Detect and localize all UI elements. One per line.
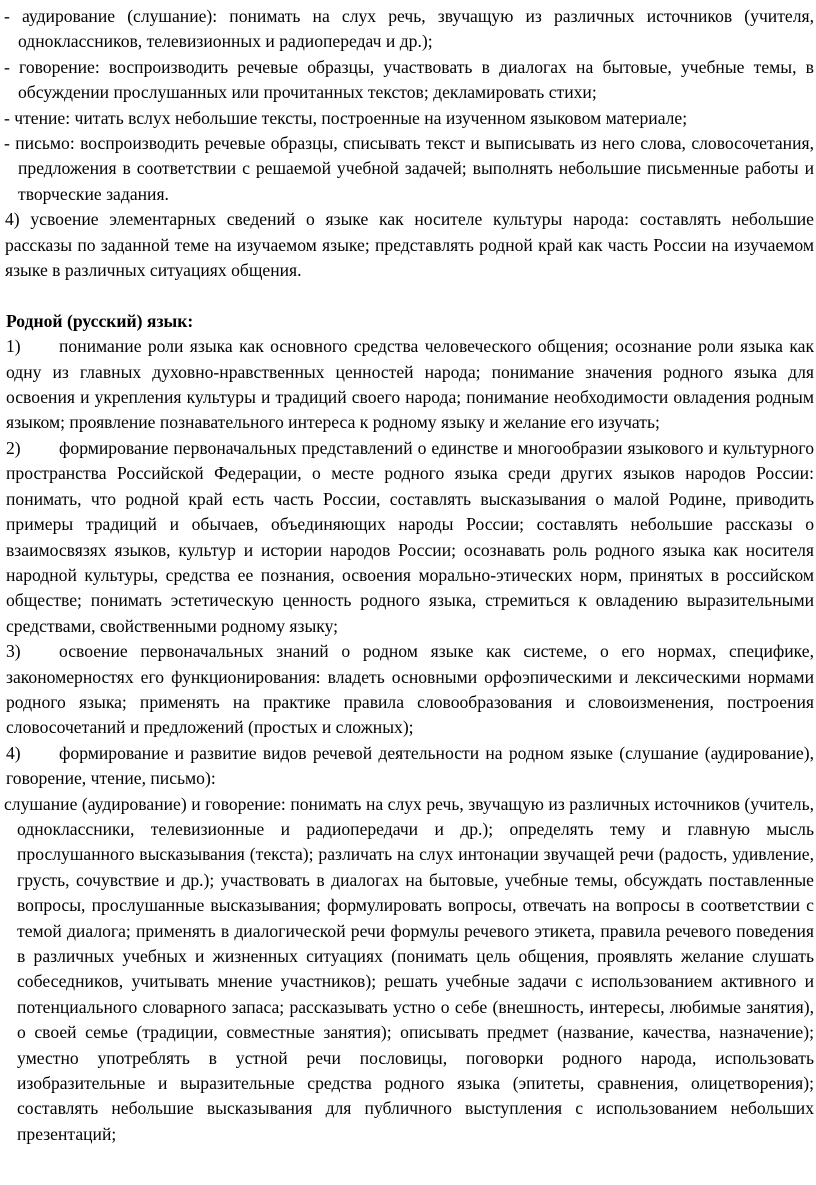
list-item-listening: - аудирование (слушание): понимать на слух речь, звучащую из различных источников (учителя, одноклассников, телевизионных и радиопередач и др.); (4, 6, 814, 52)
section-heading: Родной (русский) язык: (6, 310, 194, 331)
item-number: 3) (6, 641, 21, 662)
numbered-item-2 (4, 436, 814, 639)
item-text: формирование и развитие видов речевой деятельности на родном языке (слушание (аудирование), говорение, чтение, письмо): (6, 742, 814, 789)
item-text: понимание роли языка как основного средства человеческого общения; осознание роли языка как одну из главных духовно-нравственных ценностей народа; понимание значения родного языка для освоения и укрепления культуры и традиций своего народа; понимание необходимости овладения родным языком; проявление познавательного интереса к родному языку и желание его изучать; (6, 336, 814, 433)
paragraph-listening-speaking: слушание (аудирование) и говорение: понимать на слух речь, звучащую из различных источников (учитель, одноклассники, телевизионные и радиопередачи и др.); определять тему и главную мысль прослушанного высказывания (текста); различать на слух интонации звучащей речи (радость, удивление, грусть, сочувствие и др.); участвовать в диалогах на бытовые, учебные темы, обсуждать поставленные вопросы, прослушанные высказывания; формулировать вопросы, отвечать на вопросы в соответствии с темой диалога; применять в диалогической речи формулы речевого этикета, правила речевого поведения в различных учебных и жизненных ситуациях (понимать цель общения, проявлять желание слушать собеседников, учитывать мнение участников); решать учебные задачи с использованием активного и потенциального словарного запаса; рассказывать устно о себе (внешность, интересы, любимые занятия), о своей семье (традиции, совместные занятия); описывать предмет (название, качества, назначение); уместно употреблять в устной речи пословицы, поговорки родного народа, использовать изобразительные и выразительные средства родного языка (эпитеты, сравнения, олицетворения); составлять небольшие высказывания для публичного выступления с использованием небольших презентаций; (4, 793, 814, 1144)
list-item-speaking: - говорение: воспроизводить речевые образцы, участвовать в диалогах на бытовые, учебные темы, в обсуждении прослушанных или прочитанных текстов; декламировать стихи; (4, 56, 814, 103)
item-number: 4) (6, 742, 21, 763)
item-number: 2) (6, 437, 21, 458)
numbered-item-3 (4, 639, 814, 741)
list-item-reading: - чтение: читать вслух небольшие тексты, построенные на изученном языковом материале; (4, 107, 688, 128)
item-number: 1) (6, 336, 21, 357)
paragraph-item-4-culture: 4) усвоение элементарных сведений о языке как носителе культуры народа: составлять небольшие рассказы по заданной теме на изучаемом языке; представлять родной край как часть России на изучаемом языке в различных ситуациях общения. (5, 209, 814, 281)
numbered-item-1 (4, 334, 814, 436)
item-text: формирование первоначальных представлений о единстве и многообразии языкового и культурного пространства Российской Федерации, о месте родного языка среди других языков народов России: понимать, что родной край есть часть России, составлять высказывания о малой Родине, приводить примеры традиций и обычаев, объединяющих народы России; составлять небольшие рассказы о взаимосвязях языков, культур и истории народов России; осознавать роль родного языка как носителя народной культуры, средства ее познания, освоения морально-этических норм, принятых в российском обществе; понимать эстетическую ценность родного языка, стремиться к овладению выразительными средствами, свойственными родному языку; (6, 437, 814, 636)
list-item-writing: - письмо: воспроизводить речевые образцы, списывать текст и выписывать из него слова, словосочетания, предложения в соответствии с решаемой учебной задачей; выполнять небольшие письменные работы и творческие задания. (4, 133, 814, 204)
item-text: освоение первоначальных знаний о родном языке как системе, о его нормах, специфике, закономерностях его функционирования: владеть основными орфоэпическими и лексическими нормами родного языка; применять на практике правила словообразования и словоизменения, построения словосочетаний и предложений (простых и сложных); (6, 641, 814, 738)
numbered-item-4 (4, 741, 814, 792)
blank-line (4, 283, 814, 308)
